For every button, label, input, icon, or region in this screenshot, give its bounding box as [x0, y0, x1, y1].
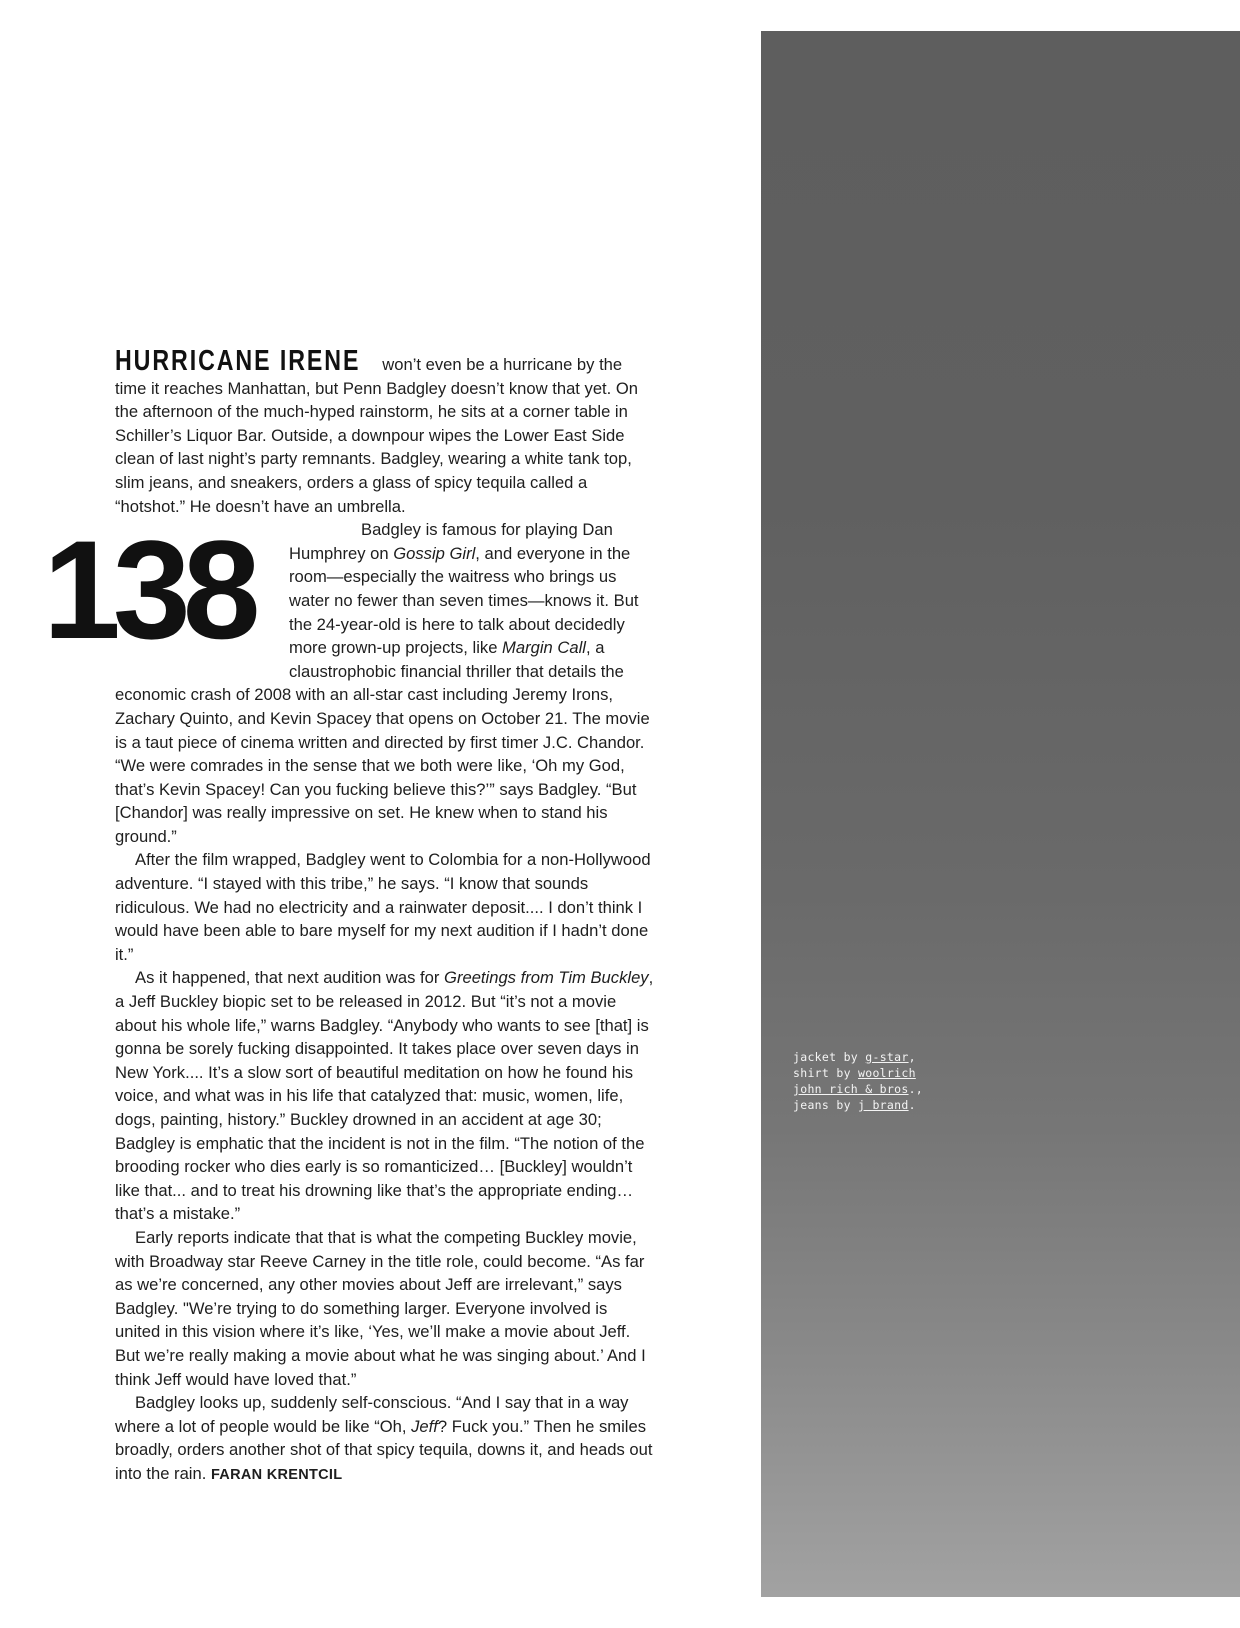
- paragraph-4: As it happened, that next audition was for Greetings from Tim Buckley, a Jeff Buckley biopic set to be released in 2012. But “it’s not a movie about his whole life,” warns Badgley. “Anybody who wants to see [that] is gonna be sorely fucking disappointed. It takes place over seven days in New York.... It’s a slow sort of beautiful meditation on how he found his voice, and what was in his life that catalyzed that: music, women, life, dogs, painting, history.” Buckley drowned in an accident at age 30; Badgley is emphatic that the incident is not in the film. “The notion of the brooding rocker who dies early is so romanticized… [Buckley] wouldn’t like that... and to treat his drowning like that’s the appropriate ending… that’s a mistake.”: [115, 968, 654, 1224]
- photo-panel: [761, 31, 1240, 1597]
- credit-line-shirt-brand: john rich & bros.,: [793, 1082, 924, 1096]
- credit-line-jeans: jeans by j brand.: [793, 1098, 916, 1112]
- credit-brand-jbrand[interactable]: j brand: [858, 1098, 909, 1112]
- credit-line-jacket: jacket by g-star,: [793, 1050, 916, 1064]
- credit-line-shirt: shirt by woolrich: [793, 1066, 916, 1080]
- drop-number: 138: [43, 511, 253, 669]
- article-body: [43, 345, 657, 1488]
- byline: FARAN KRENTCIL: [210, 1466, 343, 1483]
- paragraph-2: 138 Badgley is famous for playing Dan Humphrey on Gossip Girl, and everyone in the room—especially the waitress who brings us water no fewer than seven times—knows it. But the 24-year-old is here to talk about decidedly more grown-up projects, like Margin Call, a claustrophobic financial thriller that details the economic crash of 2008 with an all-star cast including Jeremy Irons, Zachary Quinto, and Kevin Spacey that opens on October 21. The movie is a taut piece of cinema written and directed by first timer J.C. Chandor. “We were comrades in the sense that we both were like, ‘Oh my God, that’s Kevin Spacey! Can you fucking believe this?’” says Badgley. “But [Chandor] was really impressive on set. He knew when to stand his ground.”: [115, 518, 657, 848]
- paragraph-5: Early reports indicate that that is what the competing Buckley movie, with Broadway star Reeve Carney in the title role, could become. “As far as we’re concerned, any other movies about Jeff are irrelevant,” says Badgley. "We’re trying to do something larger. Everyone involved is united in this vision where it’s like, ‘Yes, we’ll make a movie about Jeff. But we’re really making a movie about what he was singing about.’ And I think Jeff would have loved that.”: [115, 1227, 646, 1389]
- credit-brand-gstar[interactable]: g-star: [865, 1050, 909, 1064]
- credit-brand-john-rich[interactable]: john rich & bros: [793, 1082, 909, 1096]
- paragraph-intro: HURRICANE IRENE won’t even be a hurricane by the time it reaches Manhattan, but Penn Badgley doesn’t know that yet. On the afternoon of the much-hyped rainstorm, he sits at a corner table in Schiller’s Liquor Bar. Outside, a downpour wipes the Lower East Side clean of last night’s party remnants. Badgley, wearing a white tank top, slim jeans, and sneakers, orders a glass of spicy tequila called a “hotshot.” He doesn’t have an umbrella.: [115, 345, 639, 516]
- lead-in-heading: HURRICANE IRENE: [115, 345, 361, 377]
- paragraph-3: After the film wrapped, Badgley went to Colombia for a non-Hollywood adventure. “I stayed with this tribe,” he says. “I know that sounds ridiculous. We had no electricity and a rainwater deposit.... I don’t think I would have been able to bare myself for my next audition if I hadn’t done it.”: [115, 850, 651, 964]
- credit-brand-woolrich[interactable]: woolrich: [858, 1066, 916, 1080]
- paragraph-6: Badgley looks up, suddenly self-conscious. “And I say that in a way where a lot of people would be like “Oh, Jeff? Fuck you.” Then he smiles broadly, orders another shot of that spicy tequila, downs it, and heads out into the rain. FARAN KRENTCIL: [115, 1393, 653, 1483]
- fashion-credits: [793, 1049, 923, 1113]
